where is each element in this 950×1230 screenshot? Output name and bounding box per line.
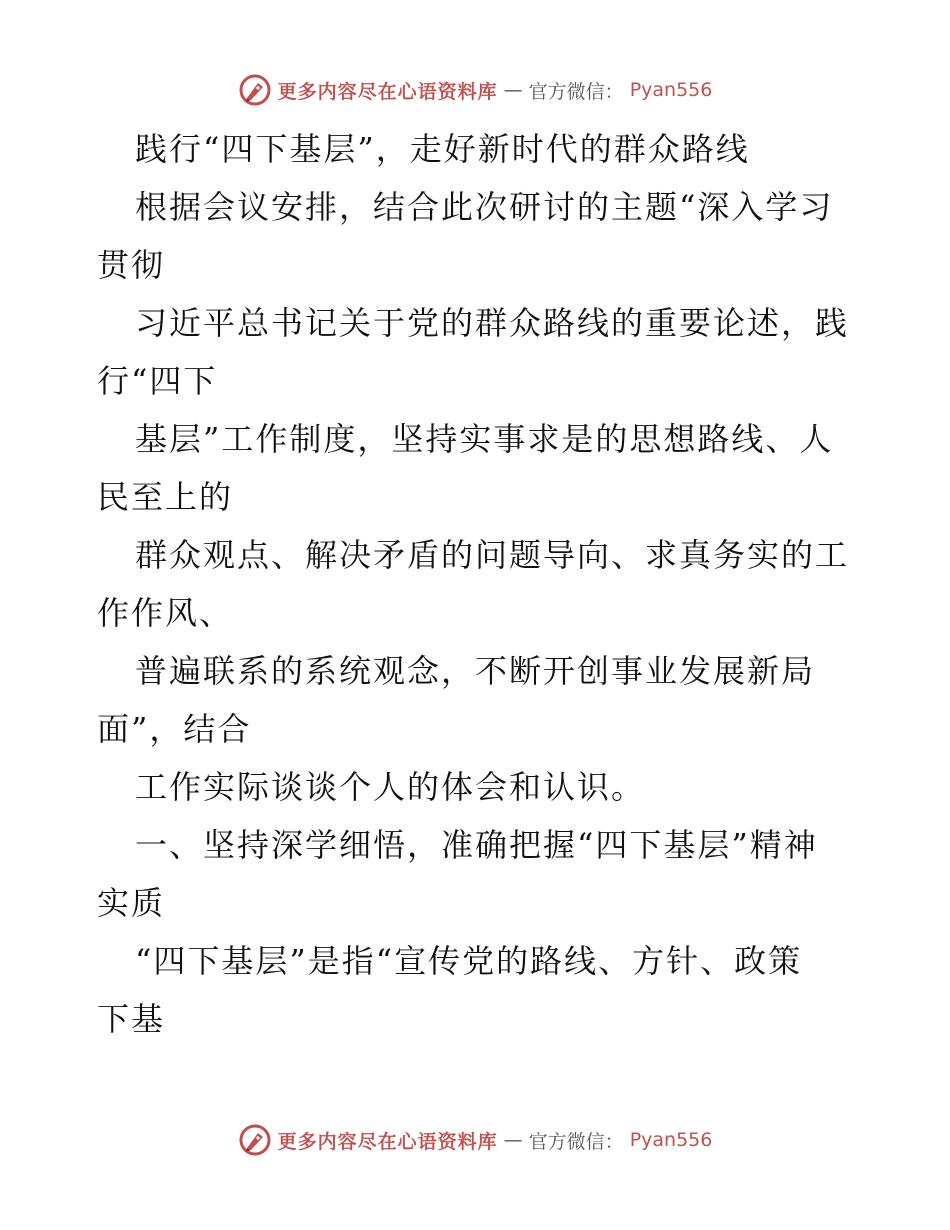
watermark-wechat-id: Pyan556 [629, 1129, 713, 1151]
watermark-wechat-id: Pyan556 [629, 79, 713, 101]
pen-nib-logo-icon [238, 1123, 272, 1157]
watermark-main-text: 更多内容尽在心语资料库 [277, 80, 498, 103]
pen-nib-logo-icon [238, 73, 272, 107]
section-heading-continued: 实质 [97, 884, 166, 922]
paragraph-line: “四下基层”是指“宣传党的路线、方针、政策 [135, 942, 803, 980]
paragraph-line: 群众观点、解决矛盾的问题导向、求真务实的工 [135, 536, 850, 574]
watermark-contact-label: 官方微信： [528, 1130, 624, 1153]
watermark-separator: — [503, 1129, 523, 1151]
watermark-contact-label: 官方微信： [528, 80, 624, 103]
footer-watermark [0, 1120, 950, 1160]
paragraph-line: 根据会议安排，结合此次研讨的主题“深入学习 [135, 188, 834, 226]
document-body [97, 120, 857, 1048]
paragraph-line: 工作实际谈谈个人的体会和认识。 [135, 768, 646, 806]
watermark-main-text: 更多内容尽在心语资料库 [277, 1130, 498, 1153]
paragraph-line: 基层”工作制度，坚持实事求是的思想路线、人 [135, 420, 834, 458]
paragraph-line: 普遍联系的系统观念，不断开创事业发展新局 [135, 652, 816, 690]
paragraph-line: 作作风、 [97, 594, 234, 632]
paragraph-line: 贯彻 [97, 246, 166, 284]
paragraph-line: 面”，结合 [97, 710, 252, 748]
document-title: 践行“四下基层”，走好新时代的群众路线 [135, 130, 750, 168]
paragraph-line: 行“四下 [97, 362, 218, 400]
paragraph-line: 民至上的 [97, 478, 234, 516]
header-watermark [0, 70, 950, 110]
paragraph-line: 下基 [97, 1000, 166, 1038]
paragraph-line: 习近平总书记关于党的群众路线的重要论述，践 [135, 304, 850, 342]
watermark-separator: — [503, 79, 523, 101]
section-heading: 一、坚持深学细悟，准确把握“四下基层”精神 [135, 826, 818, 864]
